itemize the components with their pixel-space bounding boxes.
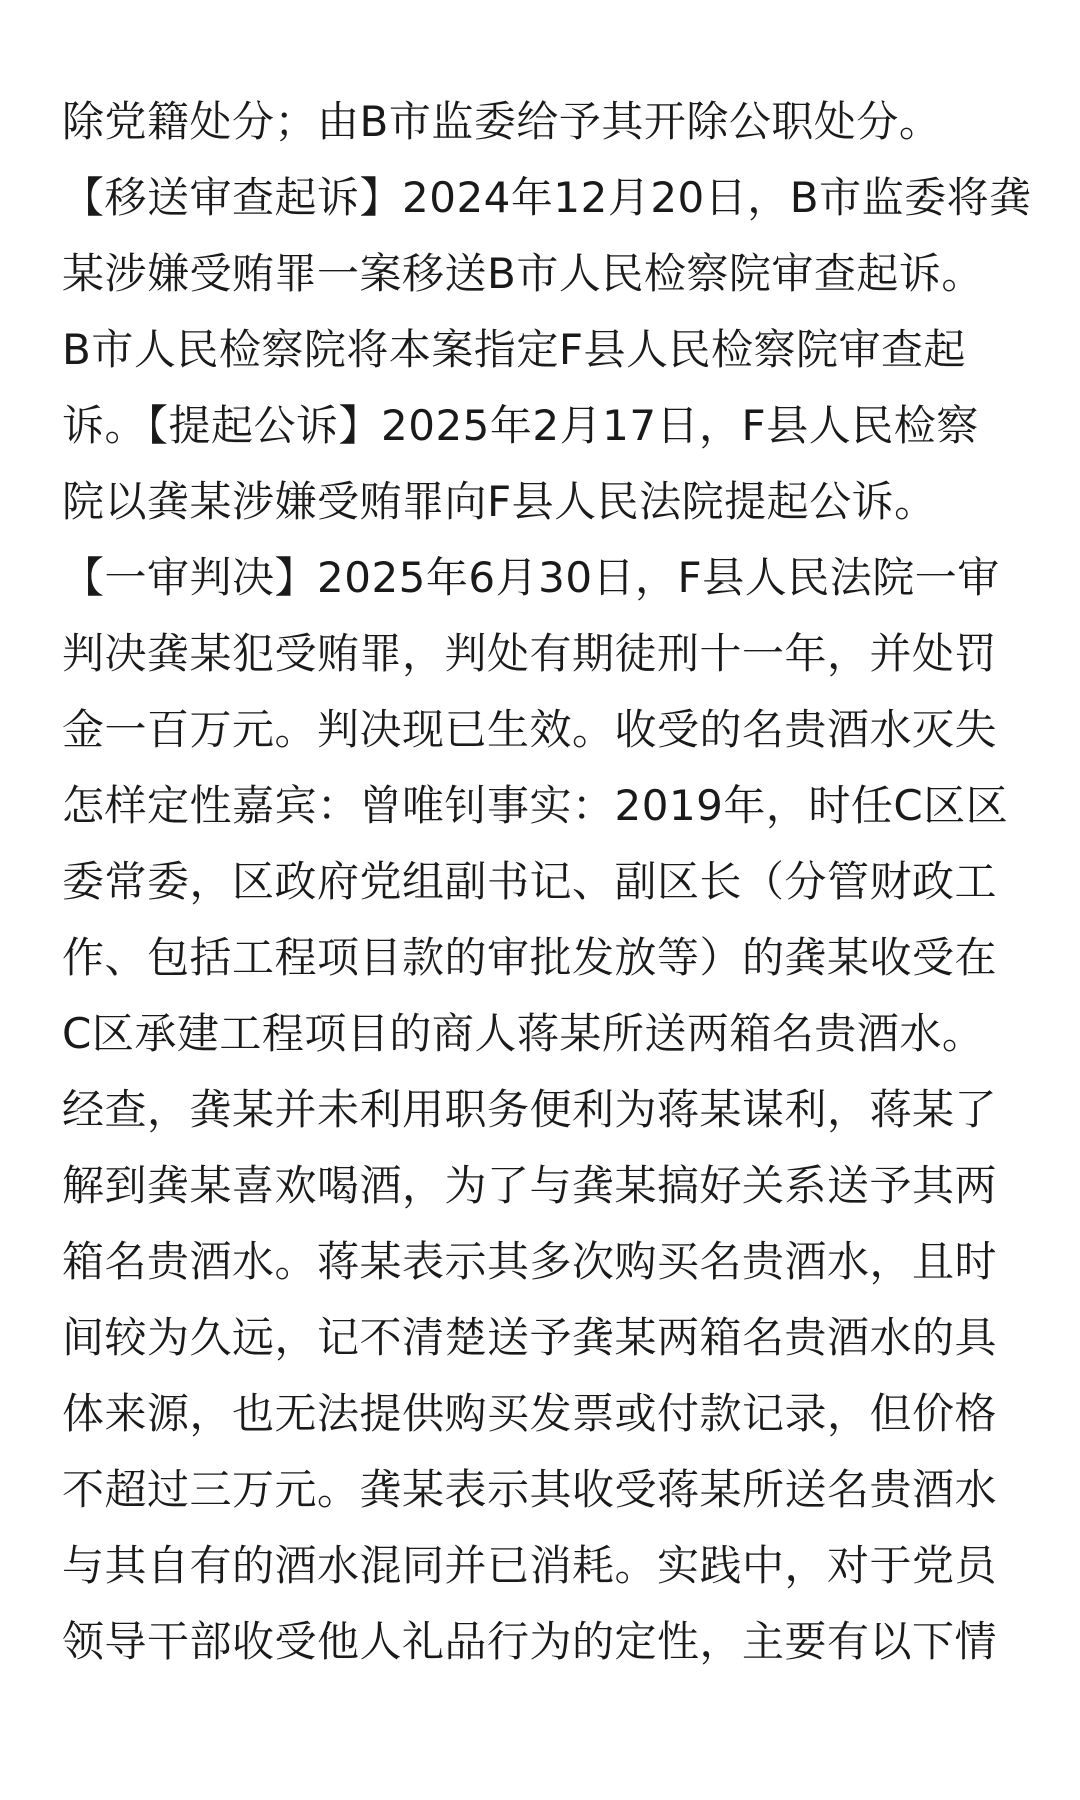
article-line: 间较为久远，记不清楚送予龚某两箱名贵酒水的具 (62, 1313, 998, 1362)
article-line: 判决龚某犯受贿罪，判处有期徒刑十一年，并处罚 (62, 629, 998, 678)
article-line: 领导干部收受他人礼品行为的定性，主要有以下情 (62, 1617, 998, 1666)
article-body (62, 84, 1032, 1680)
article-line: 某涉嫌受贿罪一案移送B市人民检察院审查起诉。 (62, 249, 984, 298)
article-line: 解到龚某喜欢喝酒，为了与龚某搞好关系送予其两 (62, 1161, 998, 1210)
article-line: 不超过三万元。龚某表示其收受蒋某所送名贵酒水 (62, 1465, 998, 1514)
article-line: 金一百万元。判决现已生效。收受的名贵酒水灭失 (62, 705, 998, 754)
article-line: 与其自有的酒水混同并已消耗。实践中，对于党员 (62, 1541, 998, 1590)
article-line: 【移送审查起诉】2024年12月20日，B市监委将龚 (62, 173, 1032, 222)
article-line: 【一审判决】2025年6月30日，F县人民法院一审 (62, 553, 1000, 602)
article-line: 怎样定性嘉宾：曾唯钊事实：2019年，时任C区区 (62, 781, 1009, 830)
article-line: 体来源，也无法提供购买发票或付款记录，但价格 (62, 1389, 998, 1438)
article-line: 院以龚某涉嫌受贿罪向F县人民法院提起公诉。 (62, 477, 937, 526)
article-line: 箱名贵酒水。蒋某表示其多次购买名贵酒水，且时 (62, 1237, 998, 1286)
article-line: 委常委，区政府党组副书记、副区长（分管财政工 (62, 857, 998, 906)
article-line: 除党籍处分；由B市监委给予其开除公职处分。 (62, 97, 942, 146)
article-line: 经查，龚某并未利用职务便利为蒋某谋利，蒋某了 (62, 1085, 998, 1134)
article-line: 作、包括工程项目款的审批发放等）的龚某收受在 (62, 933, 998, 982)
article-line: C区承建工程项目的商人蒋某所送两箱名贵酒水。 (62, 1009, 985, 1058)
article-line: B市人民检察院将本案指定F县人民检察院审查起 (62, 325, 966, 374)
article-line: 诉。【提起公诉】2025年2月17日，F县人民检察 (62, 401, 979, 450)
